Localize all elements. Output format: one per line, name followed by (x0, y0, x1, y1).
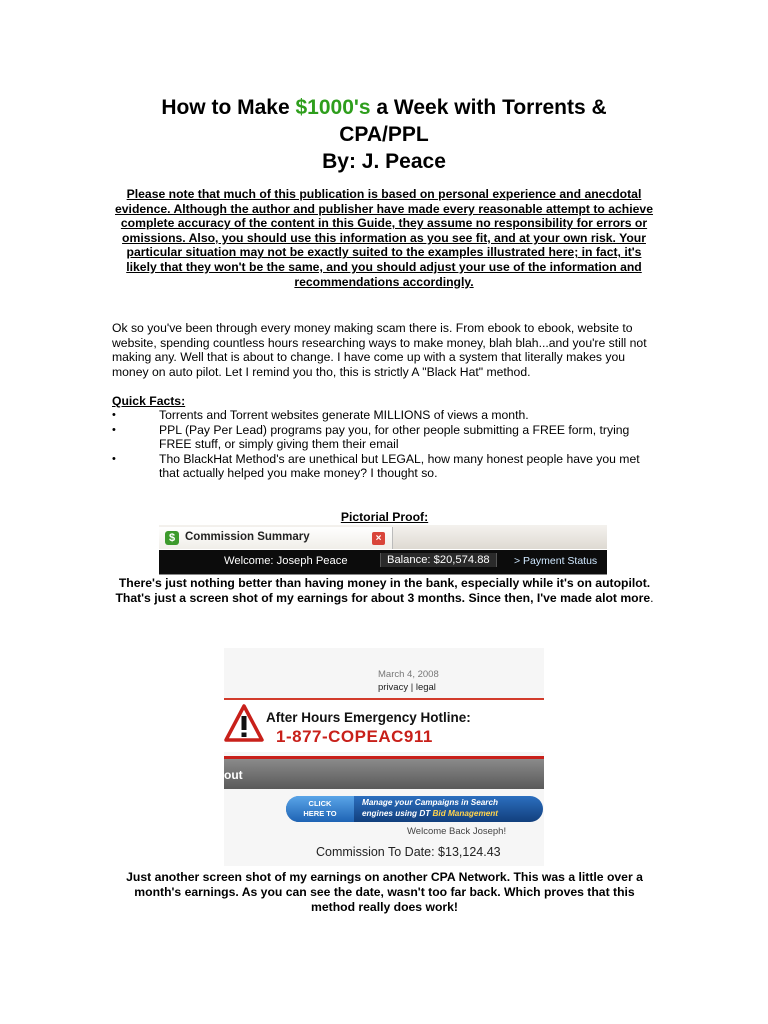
welcome-text: Welcome: Joseph Peace (224, 555, 348, 567)
welcome-back-text: Welcome Back Joseph! (407, 826, 507, 837)
intro-paragraph: Ok so you've been through every money making scam there is. From ebook to ebook, website to website, spending countless hours researching ways to make money, blah blah...and you're still not making any. Well that is about to change. I have come up with a system that literally makes you money on auto pilot. Let I remind you tho, this is strictly A "Black Hat" method. (112, 321, 647, 379)
hotline-number: 1-877-COPEAC911 (276, 727, 433, 746)
bullet-icon: • (112, 423, 116, 436)
list-item: • Tho BlackHat Method's are unethical but LEGAL, how many honest people have you met that actually helped you make money? I thought so. (112, 451, 640, 481)
caption-1: There's just nothing better than having money in the bank, especially while it's on autopilot. That's just a screen shot of my earnings for about 3 months. Since then, I've made alot more. (115, 576, 654, 605)
warning-icon (224, 703, 264, 743)
date-text: March 4, 2008 (378, 669, 439, 680)
title-line-2: CPA/PPL (339, 123, 429, 146)
quick-facts-list (112, 408, 657, 481)
pictorial-proof-heading: Pictorial Proof: (340, 510, 429, 524)
tab-label: Commission Summary (185, 531, 310, 543)
browser-tab-bar (159, 525, 607, 549)
bullet-icon: • (112, 409, 116, 421)
footer-links: privacy | legal (378, 682, 436, 693)
click-here-badge: CLICK HERE TO (286, 796, 354, 822)
quick-facts-heading: Quick Facts: (112, 394, 186, 408)
bid-management-banner (286, 796, 543, 822)
hotline-label: After Hours Emergency Hotline: (266, 710, 471, 725)
close-icon: × (372, 532, 385, 545)
disclaimer: Please note that much of this publication is based on personal experience and anecdotal evidence. Although the author and publisher have made every reasonable attempt to achieve complete accuracy of the content in this Guide, they assume no responsibility for errors or omissions. Also, you should use this information as you see fit, and at your own risk. Your particular situation may not be exactly suited to the examples illustrated here; in fact, it's likely that they won't be the same, and you should adjust your use of the information and recommendations accordingly. (115, 187, 653, 289)
list-item: • PPL (Pay Per Lead) programs pay you, for other people submitting a FREE form, trying FREE stuff, or simply giving them their email (112, 422, 630, 452)
cpa-network-screenshot (224, 648, 544, 866)
document-title (80, 94, 688, 175)
tab-commission-summary (159, 527, 393, 549)
bullet-icon: • (112, 452, 116, 465)
commission-to-date: Commission To Date: $13,124.43 (316, 845, 501, 859)
commission-summary-screenshot (159, 525, 607, 575)
title-line-1: How to Make $1000's a Week with Torrents & (161, 96, 607, 119)
author-byline: By: J. Peace (322, 150, 446, 173)
dollar-icon: $ (165, 531, 179, 545)
account-bar (159, 550, 607, 574)
banner-message: Manage your Campaigns in Search engines using DT Bid Management (362, 798, 499, 818)
title-money: $1000's (295, 96, 371, 119)
list-item: • Torrents and Torrent websites generate MILLIONS of views a month. (112, 408, 529, 422)
caption-2: Just another screen shot of my earnings on another CPA Network. This was a little over a month's earnings. As you can see the date, wasn't too far back. Which proves that this method really does work! (126, 870, 643, 914)
balance-text: Balance: $20,574.88 (380, 553, 497, 567)
nav-bar (224, 756, 544, 789)
payment-status-link: > Payment Status (514, 555, 598, 567)
logout-text: out (224, 768, 243, 782)
commission-value: $13,124.43 (438, 845, 501, 859)
